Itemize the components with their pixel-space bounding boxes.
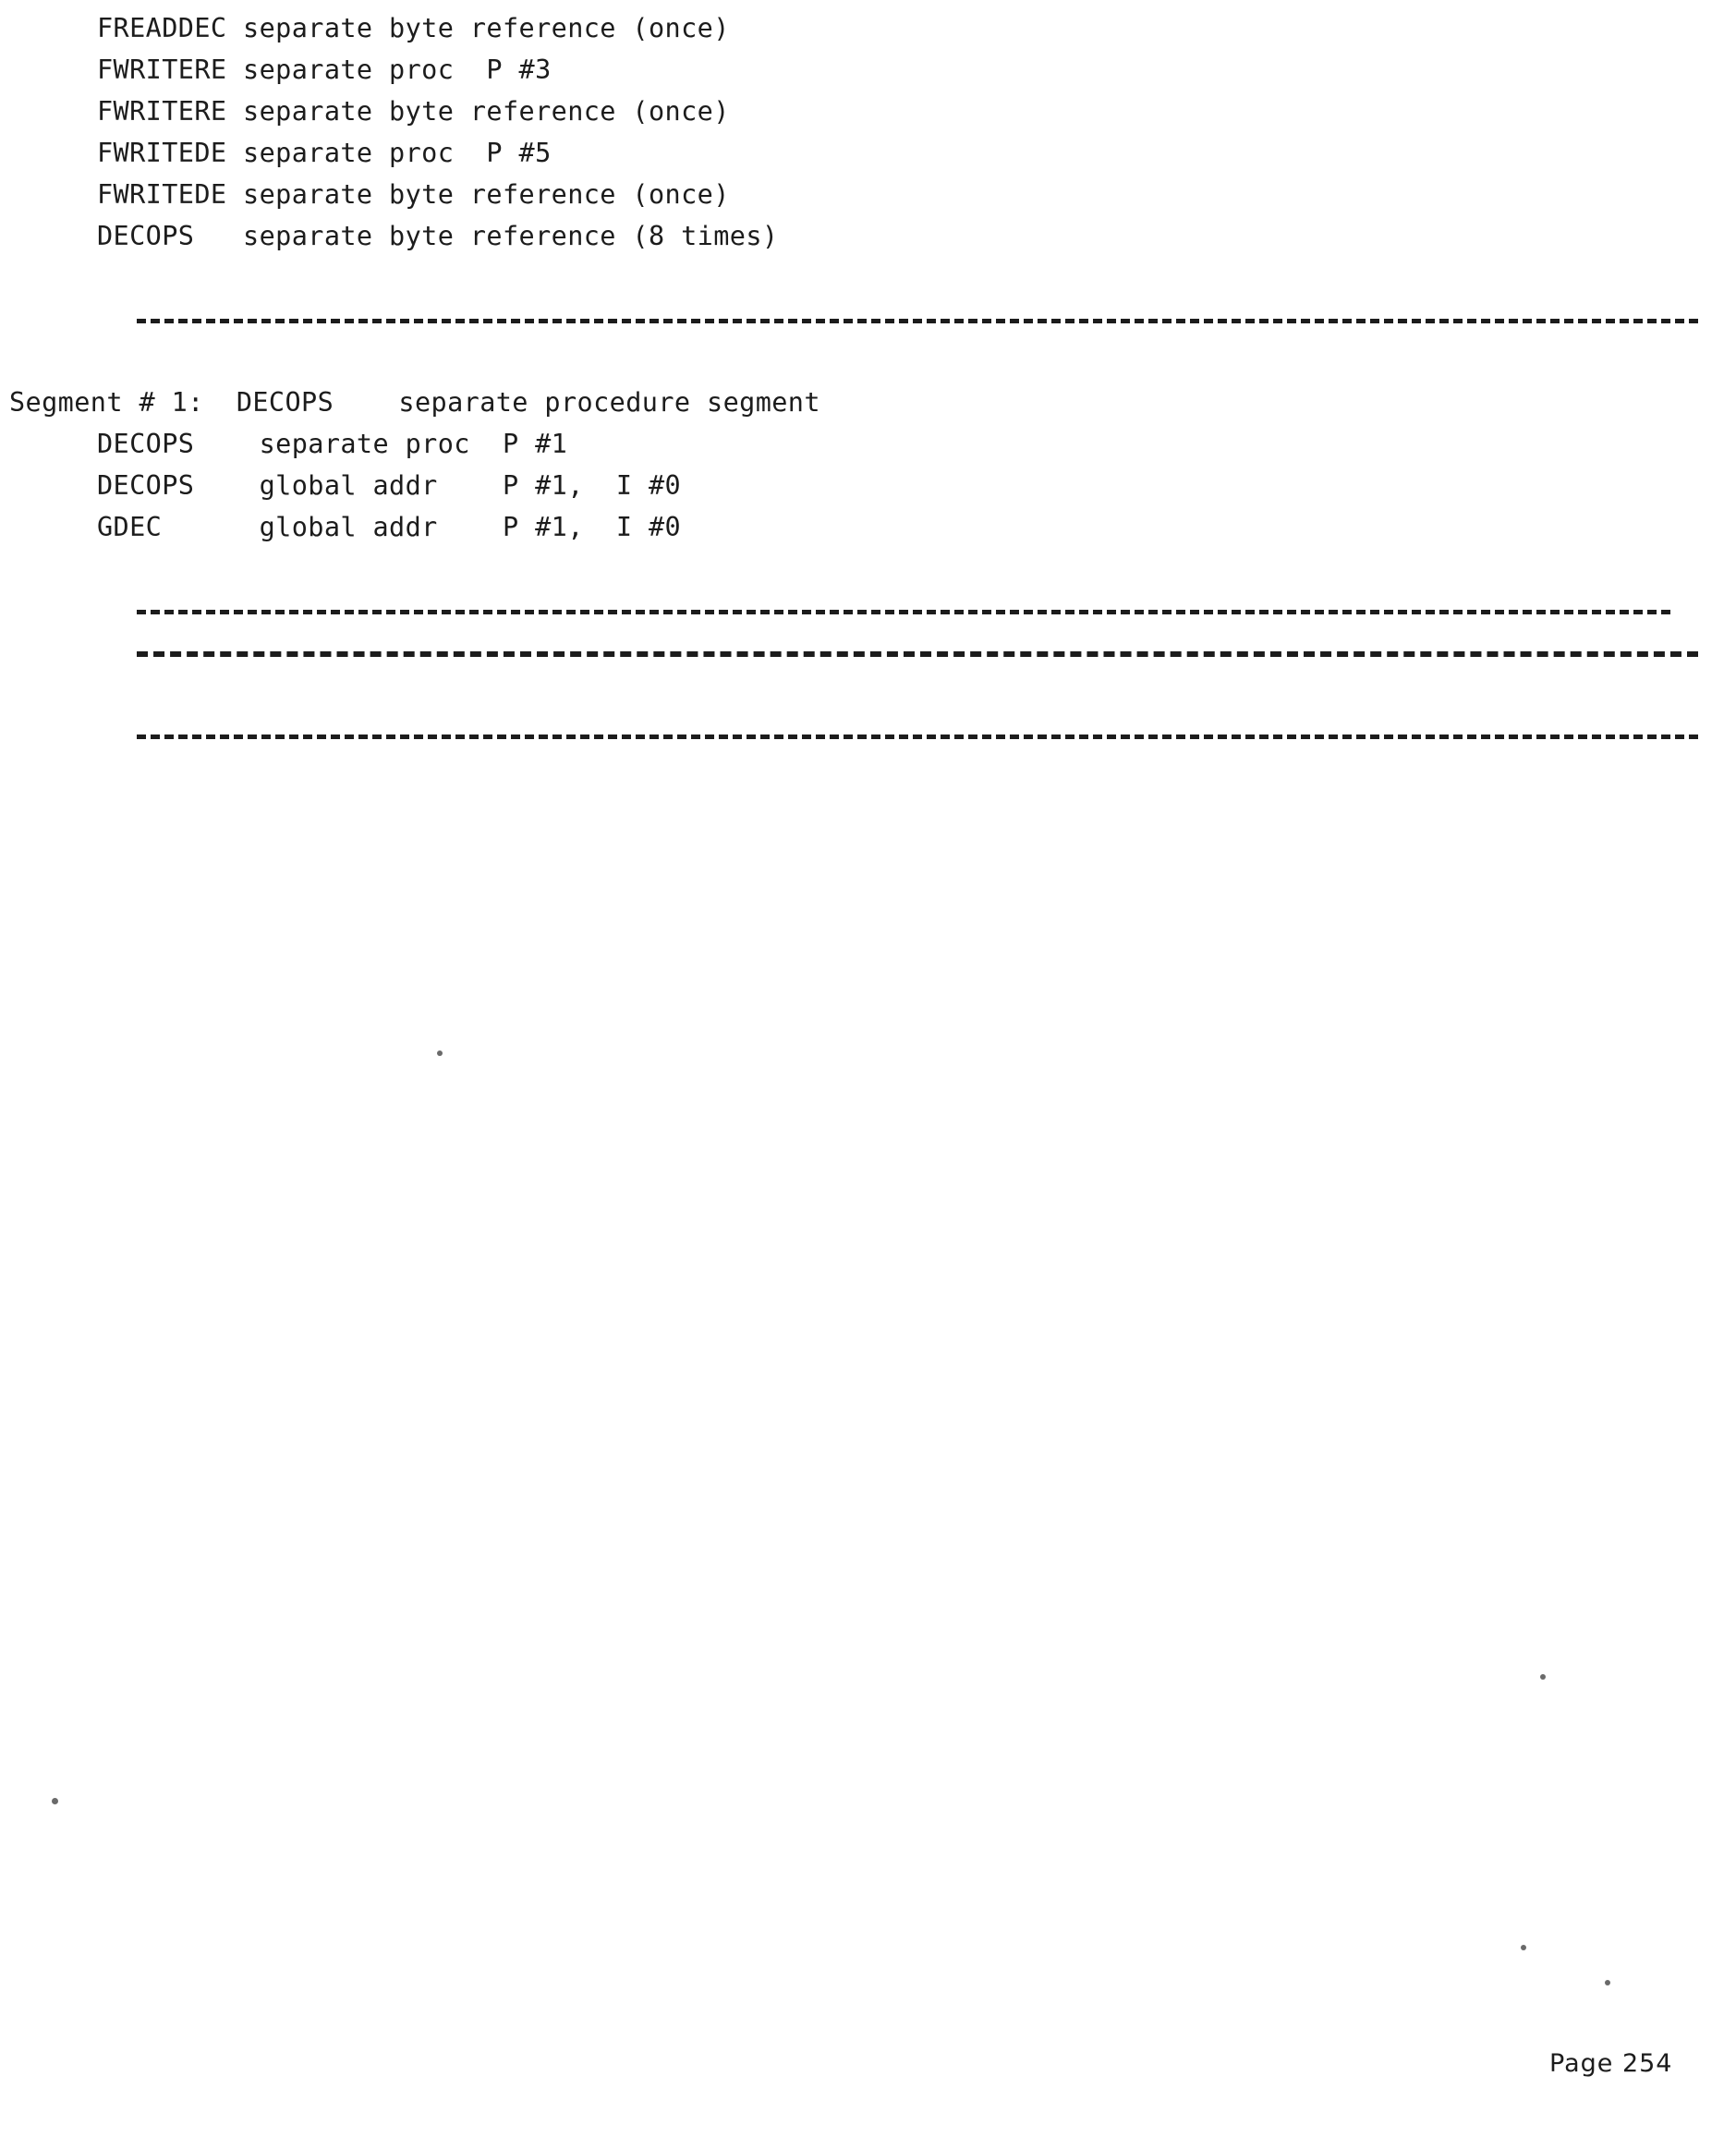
scan-speck — [1540, 1674, 1546, 1680]
spacer — [0, 257, 1736, 298]
listing-line: FWRITERE separate byte reference (once) — [97, 96, 730, 127]
listing-line: FREADDEC separate byte reference (once) — [97, 13, 730, 43]
scan-speck — [52, 1798, 58, 1804]
listing-line: FWRITEDE separate byte reference (once) — [97, 179, 730, 210]
listing-line: GDEC global addr P #1, I #0 — [97, 512, 682, 542]
segment-heading: Segment # 1: DECOPS separate procedure segment — [9, 387, 820, 418]
page-number: Page 254 — [1549, 2049, 1673, 2078]
separator-rule — [0, 631, 1736, 673]
scan-speck — [1521, 1945, 1526, 1950]
listing-line: DECOPS global addr P #1, I #0 — [97, 470, 682, 501]
spacer — [0, 340, 1736, 382]
scan-speck — [1605, 1980, 1610, 1985]
separator-rule — [0, 714, 1736, 756]
listing-line: DECOPS separate byte reference (8 times) — [97, 221, 779, 251]
scan-speck — [437, 1050, 443, 1056]
separator-rule — [0, 589, 1736, 631]
spacer — [0, 673, 1736, 714]
compiler-listing — [0, 7, 1736, 756]
spacer — [0, 548, 1736, 589]
listing-line: FWRITEDE separate proc P #5 — [97, 138, 552, 168]
separator-rule — [0, 298, 1736, 340]
listing-line: FWRITERE separate proc P #3 — [97, 55, 552, 85]
listing-line: DECOPS separate proc P #1 — [97, 429, 568, 459]
